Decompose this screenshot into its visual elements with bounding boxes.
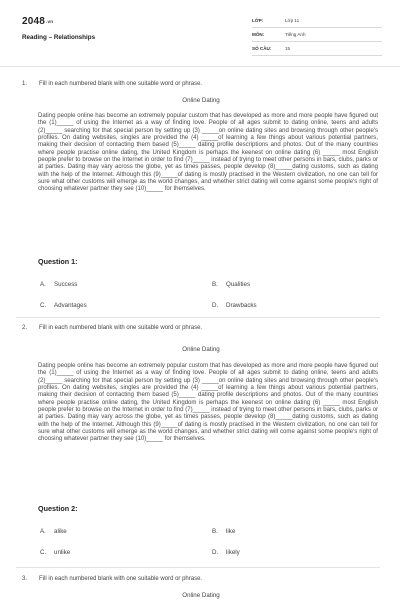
meta-row-subject xyxy=(252,28,382,42)
option-c[interactable] xyxy=(40,302,87,309)
option-text: Success xyxy=(54,281,78,288)
passage-title: Online Dating xyxy=(182,592,220,599)
passage-text: Dating people online has become an extremely popular custom that has developed as more and more people have figured out the (1)_____ of using the Internet as a way of finding love. People of all ages submit to dating online, teens and adults (2)_____ searching for that special person by setting up (3) _____on online dating sites and browsing through other people's profiles. On dating websites, singles are provided the (4) _____of learning a few things about various potential partners, making their decision of contacting them based (5)_____ dating profile descriptions and photos. Out of the many countries where people practise online dating, the United Kingdom is perhaps the keenest on online dating (6) _____ most English people prefer to browse on the Internet in order to find (7)_____ instead of trying to meet other persons in bars, clubs, parks or at parties. Dating may vary across the globe, yet as times passes, people develop (8)_____dating customs, such as dating with the help of the Internet. Although this (9)_____of dating is mostly practised in the Western civilization, no one can tell for sure what other customs will emerge as the world changes, and whether strict dating will come against some people's right of choosing whatever partner they see (10)_____ for themselves. xyxy=(38,363,378,443)
option-c[interactable] xyxy=(40,549,70,556)
option-text: like xyxy=(226,528,236,535)
passage-text: Dating people online has become an extremely popular custom that has developed as more and more people have figured out the (1)_____ of using the Internet as a way of finding love. People of all ages submit to dating online, teens and adults (2)_____ searching for that special person by setting up (3) _____on online dating sites and browsing through other people's profiles. On dating websites, singles are provided the (4) _____of learning a few things about various potential partners, making their decision of contacting them based (5)_____ dating profile descriptions and photos. Out of the many countries where people practise online dating, the United Kingdom is perhaps the keenest on online dating (6) _____ most English people prefer to browse on the Internet in order to find (7)_____ instead of trying to meet other persons in bars, clubs, parks or at parties. Dating may vary across the globe, yet as times passes, people develop (8)_____dating customs, such as dating with the help of the Internet. Although this (9)_____of dating is mostly practised in the Western civilization, no one can tell for sure what other customs will emerge as the world changes, and whether strict dating will come against some people's right of choosing whatever partner they see (10)_____ for themselves. xyxy=(38,113,378,193)
meta-key: LỚP: xyxy=(252,18,264,23)
option-d[interactable] xyxy=(212,302,257,309)
question-number: 3. xyxy=(22,576,28,582)
option-b[interactable] xyxy=(212,528,235,535)
page-header xyxy=(0,0,400,66)
question-divider xyxy=(16,317,380,318)
option-text: unlike xyxy=(54,549,71,556)
site-logo[interactable] xyxy=(22,16,53,27)
option-letter: B. xyxy=(212,528,218,535)
meta-row-count xyxy=(252,42,382,56)
option-text: Advantages xyxy=(54,302,87,309)
meta-value: Tiếng Anh xyxy=(285,32,306,37)
question-instruction: Fill in each numbered blank with one suitable word or phrase. xyxy=(39,576,203,582)
meta-value: Lớp 11 xyxy=(285,18,300,23)
meta-key: SỐ CÂU: xyxy=(252,46,272,51)
question-number: 1. xyxy=(22,81,28,87)
option-letter: D. xyxy=(212,302,219,309)
option-letter: B. xyxy=(212,281,218,288)
option-d[interactable] xyxy=(212,549,240,556)
option-letter: A. xyxy=(40,528,46,535)
question-instruction: Fill in each numbered blank with one suitable word or phrase. xyxy=(39,81,203,87)
passage-title: Online Dating xyxy=(182,97,220,104)
question-number: 2. xyxy=(22,325,28,331)
meta-value: 15 xyxy=(285,46,291,51)
option-b[interactable] xyxy=(212,281,250,288)
option-text: alike xyxy=(54,528,67,535)
option-letter: D. xyxy=(212,549,219,556)
page-title: Reading – Relationships xyxy=(22,34,96,41)
question-instruction: Fill in each numbered blank with one suitable word or phrase. xyxy=(39,325,203,331)
option-letter: C. xyxy=(40,549,47,556)
question-label: Question 1: xyxy=(38,257,78,266)
meta-table xyxy=(252,14,382,56)
meta-key: MÔN: xyxy=(252,32,265,37)
header-divider xyxy=(0,66,400,67)
option-letter: C. xyxy=(40,302,47,309)
option-text: Drawbacks xyxy=(226,302,257,309)
logo-suffix: .vn xyxy=(46,18,54,24)
passage-title: Online Dating xyxy=(182,346,220,353)
option-letter: A. xyxy=(40,281,46,288)
question-label: Question 2: xyxy=(38,504,78,513)
question-divider xyxy=(16,567,380,568)
option-text: Qualities xyxy=(226,281,251,288)
option-a[interactable] xyxy=(40,281,77,288)
option-text: likely xyxy=(226,549,240,556)
meta-row-class xyxy=(252,14,382,28)
option-a[interactable] xyxy=(40,528,67,535)
logo-main: 2048 xyxy=(22,16,46,27)
